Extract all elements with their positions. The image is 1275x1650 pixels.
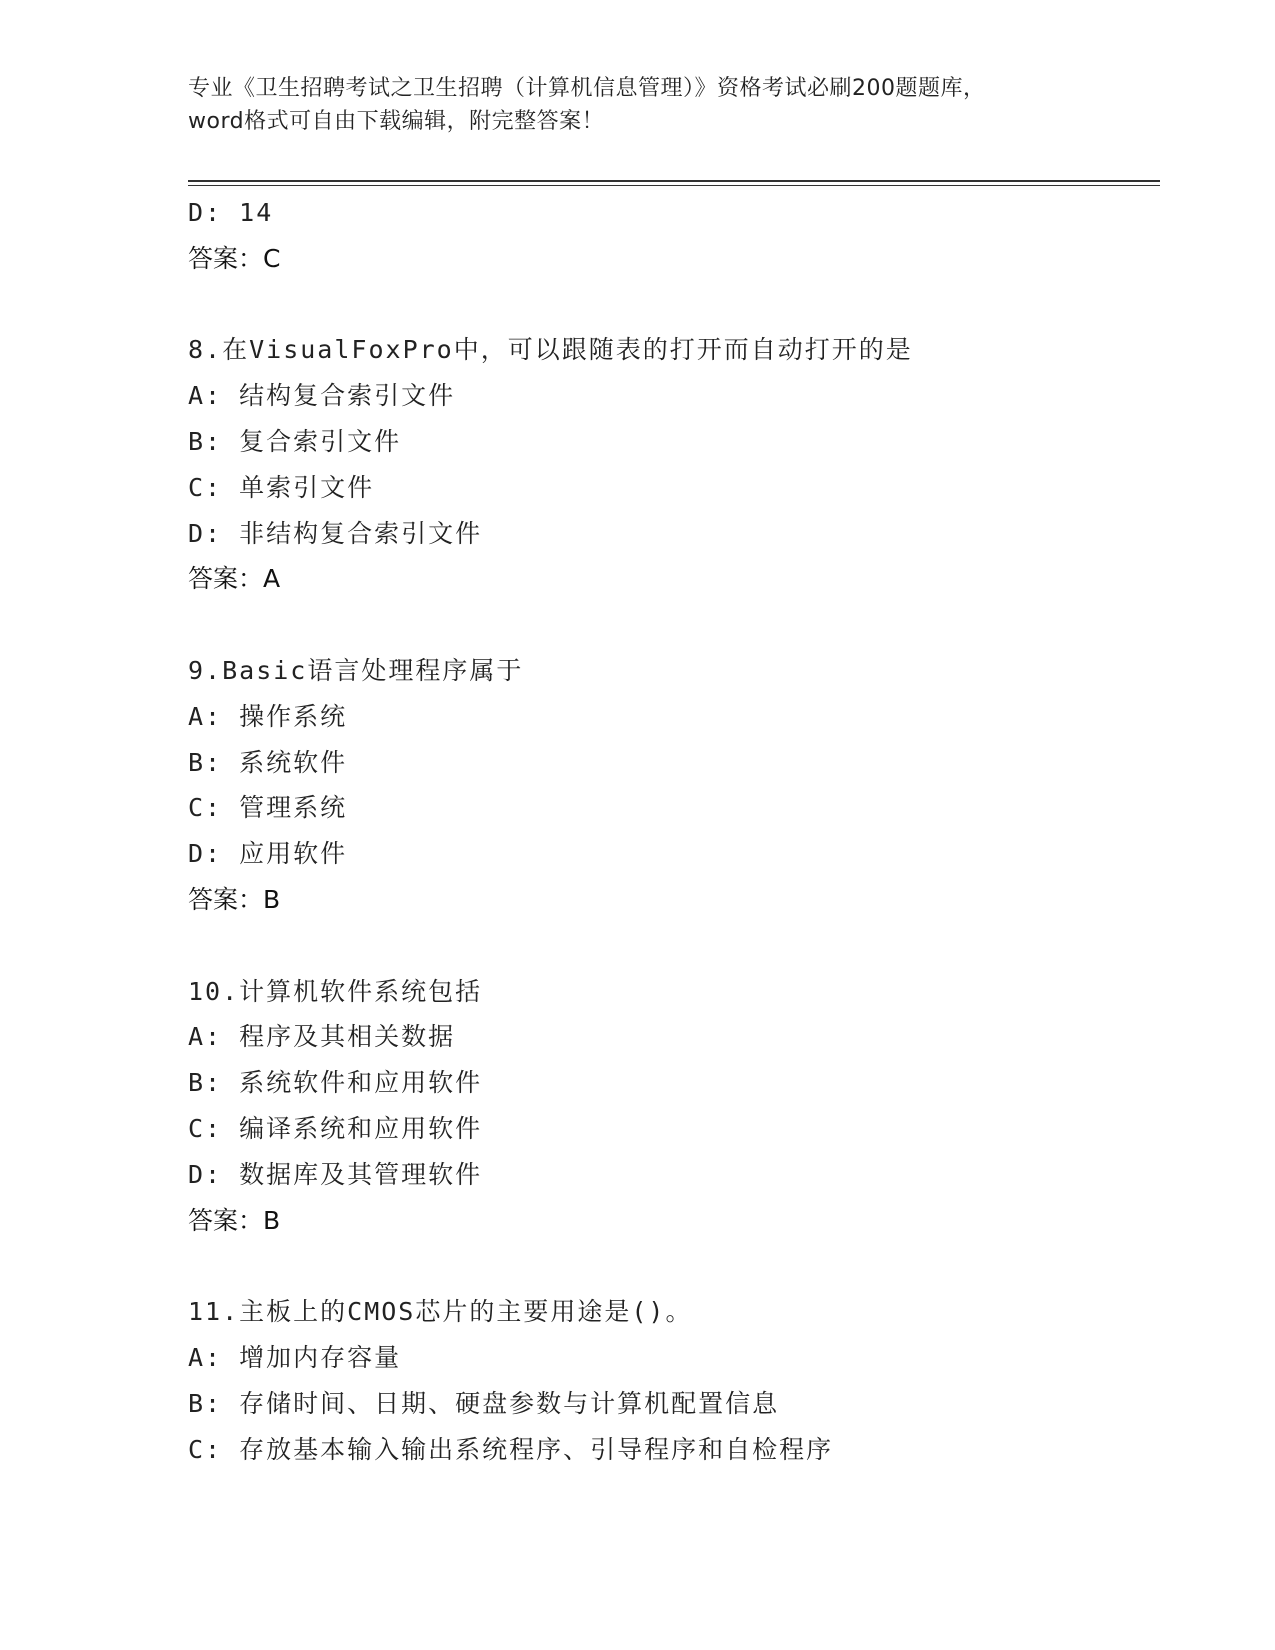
answer-line: 答案：B <box>188 1205 281 1235</box>
header-line-2: word格式可自由下载编辑，附完整答案！ <box>188 109 605 134</box>
option-a: A: 操作系统 <box>188 701 348 731</box>
option-c: C: 单索引文件 <box>188 472 375 502</box>
header-line-1: 专业《卫生招聘考试之卫生招聘（计算机信息管理）》资格考试必刷200题题库， <box>188 76 986 101</box>
question-list <box>188 190 1160 1472</box>
document-header <box>188 72 1088 138</box>
option-a: A: 程序及其相关数据 <box>188 1022 456 1052</box>
option-c: C: 存放基本输入输出系统程序、引导程序和自检程序 <box>188 1434 834 1464</box>
option-a: A: 结构复合索引文件 <box>188 381 456 411</box>
option-d: D: 数据库及其管理软件 <box>188 1159 483 1189</box>
option-a: A: 增加内存容量 <box>188 1342 402 1372</box>
option-b: B: 系统软件 <box>188 747 348 777</box>
spacer <box>188 282 1160 328</box>
answer-line: 答案：B <box>188 884 281 914</box>
option-b: B: 系统软件和应用软件 <box>188 1068 483 1098</box>
option-d: D: 非结构复合索引文件 <box>188 518 483 548</box>
question-stem: 10.计算机软件系统包括 <box>188 976 483 1006</box>
header-divider <box>188 180 1160 182</box>
option-d: D: 应用软件 <box>188 839 348 869</box>
option-d: D: 14 <box>188 198 274 227</box>
answer-line: 答案：C <box>188 243 281 273</box>
question-stem: 11.主板上的CMOS芯片的主要用途是()。 <box>188 1297 693 1327</box>
option-b: B: 存储时间、日期、硬盘参数与计算机配置信息 <box>188 1388 780 1418</box>
question-stem: 9.Basic语言处理程序属于 <box>188 655 524 685</box>
spacer <box>188 923 1160 969</box>
spacer <box>188 602 1160 648</box>
option-c: C: 编译系统和应用软件 <box>188 1113 483 1143</box>
option-b: B: 复合索引文件 <box>188 426 402 456</box>
header-divider-thin <box>188 185 1160 186</box>
option-c: C: 管理系统 <box>188 793 348 823</box>
spacer <box>188 1243 1160 1289</box>
question-stem: 8.在VisualFoxPro中，可以跟随表的打开而自动打开的是 <box>188 335 913 365</box>
answer-line: 答案：A <box>188 564 281 594</box>
